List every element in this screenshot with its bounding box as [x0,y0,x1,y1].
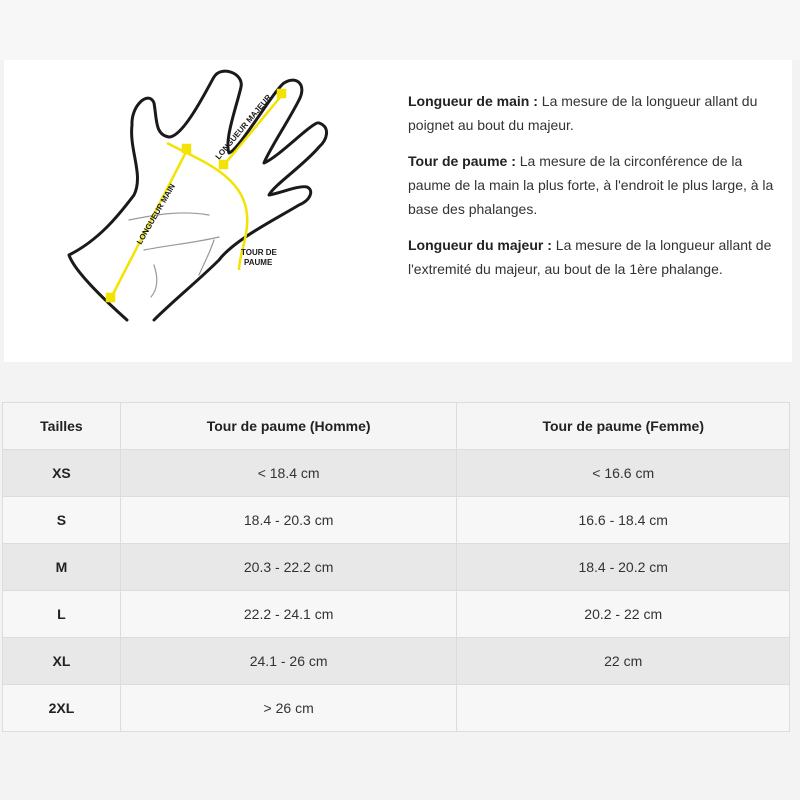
men-cell: 22.2 - 24.1 cm [120,591,457,638]
hand-length-label: LONGUEUR MAIN [134,182,177,246]
table-row [3,450,790,497]
desc-text: La mesure de la longueur allant de l'extremité du majeur, au bout de la 1ère phalange. [408,237,772,277]
palm-circumference-line [167,143,247,270]
women-cell: 20.2 - 22 cm [457,591,790,638]
women-cell: < 16.6 cm [457,450,790,497]
finger-length-marker-top [278,90,285,97]
header-palm-men: Tour de paume (Homme) [120,403,457,450]
hand-outline [69,71,327,320]
measurement-guide [4,60,792,362]
desc-finger-length [408,233,788,281]
desc-term: Longueur du majeur : [408,237,552,253]
finger-length-label: LONGUEUR MAJEUR [213,92,274,162]
size-cell: M [3,544,121,591]
header-palm-women: Tour de paume (Femme) [457,403,790,450]
measurement-descriptions [408,89,788,293]
women-cell: 18.4 - 20.2 cm [457,544,790,591]
table-row [3,685,790,732]
finger-length-marker-bottom [220,161,227,168]
men-cell: > 26 cm [120,685,457,732]
size-cell: S [3,497,121,544]
hand-length-marker-bottom [107,294,114,301]
table-header-row [3,403,790,450]
table-row [3,638,790,685]
top-band [0,0,800,60]
table-row [3,591,790,638]
size-cell: L [3,591,121,638]
hand-diagram [59,65,349,355]
size-table [2,402,790,732]
header-sizes: Tailles [3,403,121,450]
size-cell: XS [3,450,121,497]
desc-hand-length [408,89,788,137]
size-cell: XL [3,638,121,685]
desc-term: Tour de paume : [408,153,516,169]
women-cell: 22 cm [457,638,790,685]
men-cell: 24.1 - 26 cm [120,638,457,685]
men-cell: < 18.4 cm [120,450,457,497]
desc-text: La mesure de la longueur allant du poignet au bout du majeur. [408,93,758,133]
desc-palm-circumference [408,149,788,221]
men-cell: 18.4 - 20.3 cm [120,497,457,544]
table-row [3,544,790,591]
size-cell: 2XL [3,685,121,732]
finger-length-line [224,95,282,165]
desc-term: Longueur de main : [408,93,538,109]
men-cell: 20.3 - 22.2 cm [120,544,457,591]
palm-circ-label-line1: TOUR DE [241,248,277,257]
palm-circ-label-line2: PAUME [244,258,273,267]
table-row [3,497,790,544]
women-cell [457,685,790,732]
desc-text: La mesure de la circonférence de la paume de la main la plus forte, à l'endroit le plus large, à la base des phalanges. [408,153,774,217]
women-cell: 16.6 - 18.4 cm [457,497,790,544]
